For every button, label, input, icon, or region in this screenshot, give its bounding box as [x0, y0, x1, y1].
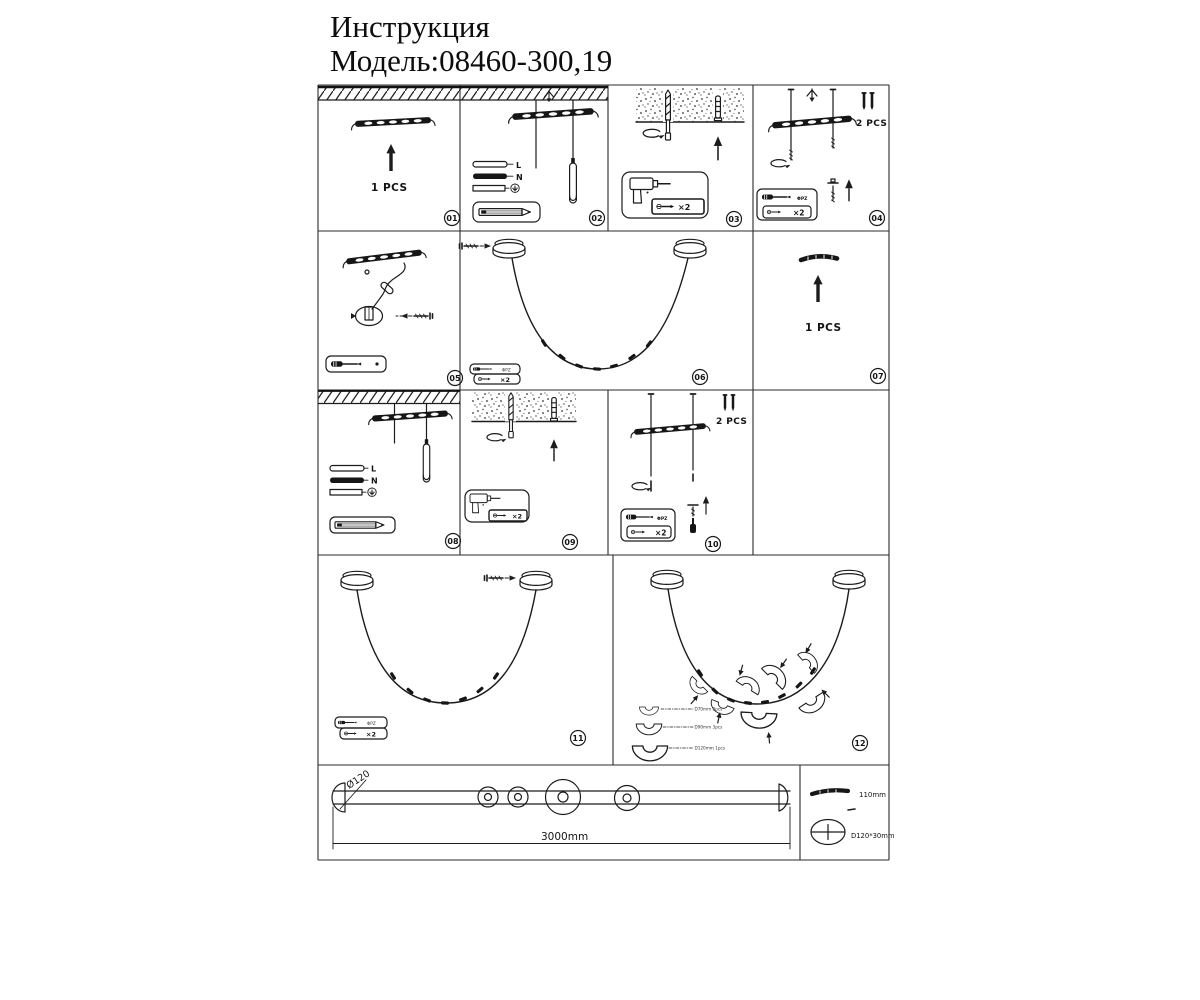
screw-icon	[401, 313, 433, 319]
svg-text:05: 05	[449, 374, 461, 383]
lampshades-on-cable	[686, 648, 830, 729]
pendant-tube	[570, 158, 577, 203]
step-01-panel	[318, 87, 460, 226]
screw-icon	[767, 210, 781, 214]
wire-live-label: L	[516, 161, 522, 170]
pencil-tool-box	[473, 202, 540, 222]
bit-type-label: ΦPZ	[657, 517, 668, 522]
screwdriver-icon	[762, 194, 790, 199]
ceiling-anchor-icon	[807, 89, 817, 102]
qty-label: 1 PCS	[371, 182, 408, 194]
wire-neutral-label: N	[516, 173, 523, 182]
screw-icon	[485, 575, 517, 581]
svg-text:11: 11	[572, 734, 584, 743]
svg-text:09: 09	[564, 538, 576, 547]
parts-size-panel	[811, 789, 895, 844]
screw-count: ×2	[512, 512, 522, 521]
up-arrow-icon	[813, 275, 822, 302]
step-number-badge	[871, 369, 886, 384]
screw-icon	[631, 530, 645, 534]
screw-icon	[657, 204, 674, 208]
up-arrow-icon	[386, 144, 395, 171]
drill-bit-icon	[666, 90, 671, 140]
bit-type-label: ΦPZ	[797, 197, 808, 202]
ceiling-canopy	[493, 243, 525, 258]
screwdriver-tool-box	[757, 189, 817, 220]
svg-text:02: 02	[591, 214, 603, 223]
screw-count: ×2	[366, 730, 376, 739]
svg-text:01: 01	[446, 214, 458, 223]
svg-text:12: 12	[854, 739, 866, 748]
screwdriver-handle	[690, 524, 696, 533]
step-12-panel	[632, 570, 867, 761]
shade-size-label: D120mm 1pcs	[694, 745, 726, 751]
wire-earth	[330, 488, 376, 496]
earth-symbol-icon	[368, 488, 376, 496]
screw-icon	[493, 514, 506, 517]
mounting-bar	[768, 115, 856, 132]
step-07-panel	[801, 255, 886, 384]
svg-text:06: 06	[694, 373, 706, 382]
flange-screw	[688, 505, 698, 533]
qty-label: 2 PCS	[856, 119, 888, 129]
wire-neutral	[330, 477, 378, 486]
step-number-badge	[446, 534, 461, 549]
up-arrow-icon	[703, 496, 709, 514]
screw-icon	[478, 377, 490, 380]
screw-count: ×2	[678, 203, 691, 212]
up-arrow-icon	[714, 136, 722, 159]
mounting-bar	[508, 108, 598, 124]
screw-count: ×2	[500, 376, 510, 384]
up-arrow-icon	[845, 179, 853, 201]
rotate-arrow-icon	[632, 483, 652, 492]
pencil-icon	[335, 522, 384, 528]
step-number-badge	[853, 736, 868, 751]
wire-live	[473, 161, 521, 170]
screw-qty-icons	[862, 93, 875, 110]
step-number-badge	[563, 535, 578, 550]
wire-earth	[473, 184, 519, 192]
catenary-cable	[512, 258, 688, 369]
shade-size-label: D70mm 3pcs	[694, 706, 723, 712]
rotate-arrow-icon	[487, 434, 507, 443]
mounting-bar	[630, 423, 710, 438]
step-number-badge	[448, 371, 463, 386]
svg-text:04: 04	[871, 214, 883, 223]
mounting-bar	[342, 249, 426, 268]
step-number-badge	[445, 211, 460, 226]
step-02-panel	[460, 87, 608, 226]
svg-text:10: 10	[707, 540, 719, 549]
earth-symbol-icon	[511, 184, 519, 192]
bit-type-label: ΦPZ	[502, 367, 511, 373]
ceiling-hatch	[460, 87, 608, 100]
screwdriver-icon	[473, 367, 491, 370]
dimension-panel	[332, 768, 790, 849]
shade-size-legend	[632, 707, 725, 761]
shade-size-label: D90mm 3pcs	[694, 724, 723, 730]
rotate-arrow-icon	[771, 160, 791, 169]
rotate-arrow-icon	[643, 129, 664, 138]
drill-tool-box	[622, 172, 708, 218]
wire-connector	[380, 281, 394, 295]
wire-live-label: L	[371, 464, 377, 474]
step-05-panel	[326, 249, 463, 386]
wire-live	[330, 465, 376, 474]
screw-count: ×2	[793, 208, 805, 218]
screwdriver-icon	[626, 515, 653, 520]
step-number-badge	[727, 212, 742, 227]
pencil-tool-box	[330, 517, 395, 533]
bit-type-label: ΦPZ	[367, 721, 376, 726]
step-08-panel	[318, 391, 461, 549]
mounting-bar	[368, 410, 452, 425]
step-number-badge	[706, 537, 721, 552]
wire-neutral-label: N	[371, 476, 378, 486]
screwdriver-tool-box	[326, 356, 386, 372]
svg-text:07: 07	[872, 372, 884, 381]
screw-icon	[344, 732, 356, 735]
lamp-bar	[801, 255, 837, 260]
screw-icon	[460, 243, 492, 249]
left-end-cap	[332, 783, 345, 812]
svg-text:03: 03	[728, 215, 740, 224]
canopy-diameter-label: Ø120	[344, 768, 373, 792]
catenary-cable	[357, 590, 536, 703]
canopy-size-label: D120*30mm	[851, 832, 895, 840]
ceiling-canopy	[520, 575, 552, 590]
screw-count: ×2	[655, 528, 667, 538]
cable-lamp-marks	[389, 672, 499, 705]
step-03-panel	[622, 88, 744, 227]
canopy-cup	[356, 307, 383, 326]
pencil-icon	[479, 209, 531, 216]
step-04-panel	[757, 89, 887, 226]
screwdriver-tool-box	[335, 717, 387, 739]
cable-lamp-marks	[696, 667, 816, 705]
bar-length-label: 110mm	[859, 791, 886, 799]
step-number-badge	[571, 731, 586, 746]
pendant-tube	[423, 439, 429, 482]
svg-text:08: 08	[447, 537, 459, 546]
cable-length-label: 3000mm	[541, 831, 589, 843]
step-09-panel	[465, 393, 578, 550]
wire-neutral	[473, 173, 523, 182]
qty-label: 2 PCS	[716, 417, 748, 427]
step-number-badge	[590, 211, 605, 226]
model-number: Модель:08460-300,19	[330, 43, 613, 78]
ceiling-canopy	[674, 243, 706, 258]
concrete-ceiling	[472, 393, 576, 422]
lamp-circles	[478, 780, 640, 815]
screwdriver-tool-box	[621, 509, 675, 541]
mounting-bar	[351, 117, 435, 130]
qty-label: 1 PCS	[805, 322, 842, 334]
step-06-panel	[460, 239, 708, 384]
right-end-cap	[779, 784, 788, 811]
step-11-panel	[335, 571, 586, 745]
step-10-panel	[621, 394, 747, 552]
lamp-bar-small	[812, 789, 848, 794]
ceiling-hatch	[318, 391, 460, 404]
screw-qty-icons	[723, 395, 736, 411]
drill-bit-icon	[509, 393, 514, 438]
step-number-badge	[870, 211, 885, 226]
concrete-ceiling	[636, 88, 744, 122]
screwdriver-icon	[331, 361, 361, 366]
page-title: Инструкция	[330, 9, 490, 44]
ceiling-hatch	[318, 87, 460, 100]
step-number-badge	[693, 370, 708, 385]
flange-screw	[828, 179, 838, 202]
up-arrow-icon	[550, 439, 558, 461]
canopy-bottom-view	[811, 820, 845, 845]
screwdriver-icon	[338, 721, 356, 724]
screwdriver-tool-box	[470, 364, 520, 384]
ceiling-canopy	[833, 574, 865, 589]
ceiling-canopy	[651, 574, 683, 589]
drill-tool-box	[465, 490, 529, 522]
ceiling-canopy	[341, 575, 373, 590]
